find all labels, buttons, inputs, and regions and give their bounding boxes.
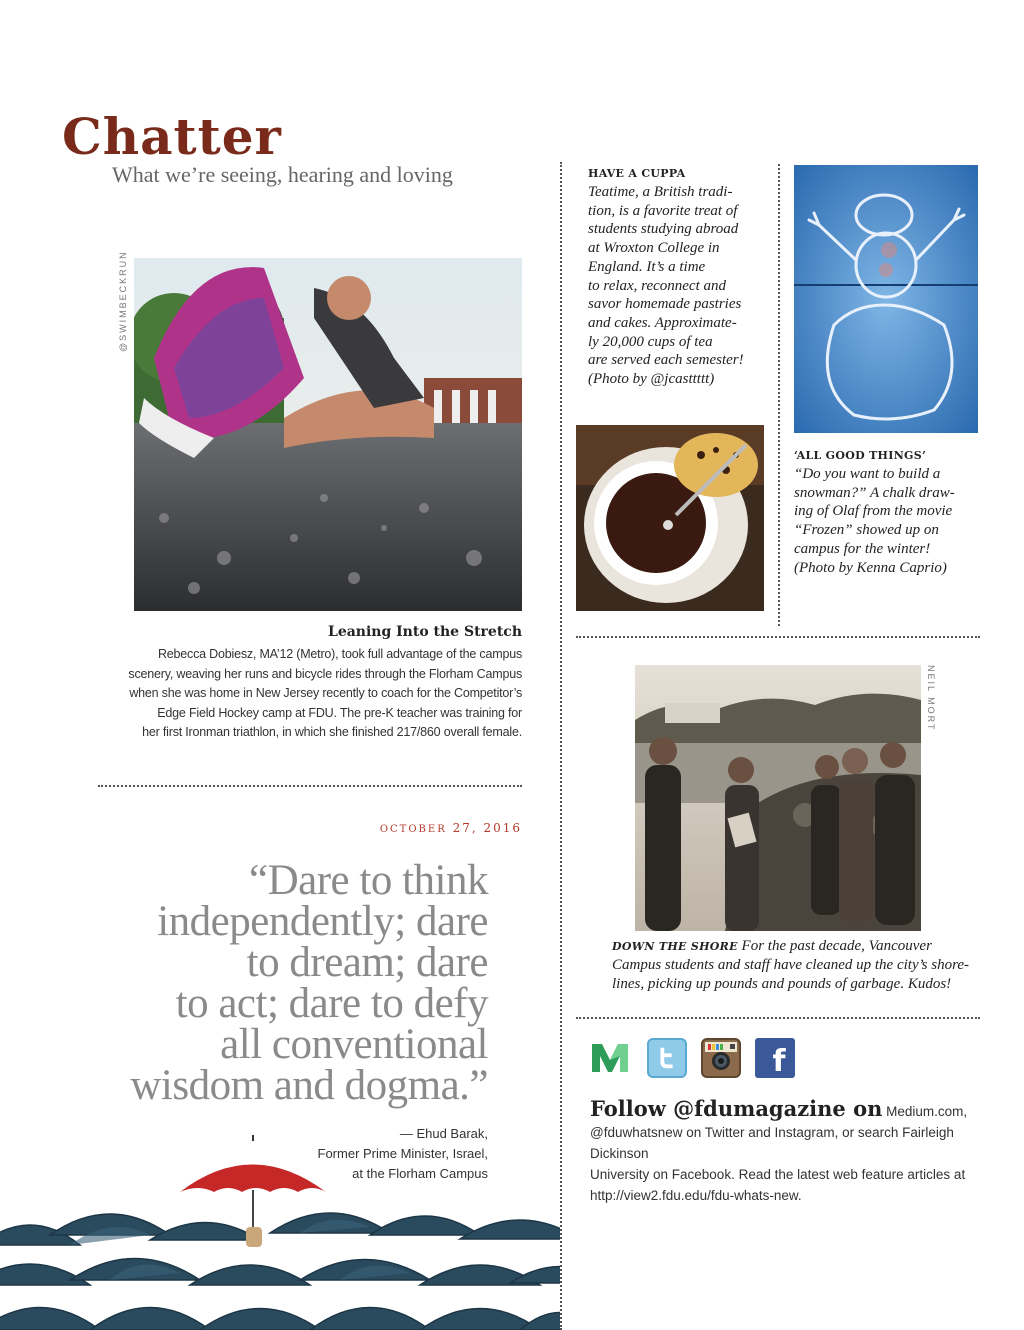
- follow-text-1: @fduwhatsnew on Twitter and Instagram, or search Fairleigh Dickinson: [590, 1125, 954, 1161]
- follow-text-0: Medium.com,: [882, 1104, 968, 1119]
- stretch-photo: [134, 258, 522, 611]
- quote-text: “Dare to think independently; dare to dream; dare to act; dare to defy all conventional wisdom and dogma.”: [130, 857, 488, 1109]
- section-divider-right-bottom: [576, 1017, 980, 1019]
- shore-line-2: Campus students and staff have cleaned up the city’s shore-: [612, 957, 970, 973]
- section-divider-left: [98, 785, 522, 787]
- column-divider: [560, 162, 562, 1330]
- twitter-icon[interactable]: [647, 1038, 687, 1078]
- snowman-photo: [794, 165, 978, 433]
- section-divider-right-top: [576, 636, 980, 638]
- tea-photo: [576, 425, 764, 611]
- good-things-heading: ‘ALL GOOD THINGS’: [794, 449, 927, 462]
- medium-icon[interactable]: [590, 1038, 630, 1078]
- shore-photo: [635, 665, 921, 931]
- quote-date: OCTOBER 27, 2016: [379, 821, 522, 835]
- cuppa-caption: Teatime, a British tradi- tion, is a favorite treat of students studying abroad at Wroxton College in England. It’s a time to relax, reconnect and savor homemade pastries and cakes. Approximate- ly 20,000 cups of tea are served each semester! (Photo by @jcasttttt): [588, 184, 744, 388]
- photo-credit-stretch: @SWIMBECKRUN: [118, 250, 128, 352]
- shore-heading: DOWN THE SHORE: [612, 940, 738, 953]
- umbrella-illustration: [0, 1135, 560, 1330]
- shore-line-1: For the past decade, Vancouver: [741, 938, 932, 954]
- facebook-icon[interactable]: [755, 1038, 795, 1078]
- facebook-glyph: f: [772, 1044, 786, 1079]
- follow-section: [590, 1096, 990, 1206]
- stretch-heading: Leaning Into the Stretch: [327, 624, 522, 640]
- sub-column-divider: [778, 164, 780, 626]
- page-subtitle: What we’re seeing, hearing and loving: [112, 162, 453, 187]
- follow-text-2: University on Facebook. Read the latest web feature articles at: [590, 1167, 966, 1182]
- page-title: Chatter: [62, 107, 282, 166]
- follow-heading: Follow @fdumagazine on: [590, 1096, 883, 1121]
- cuppa-heading: HAVE A CUPPA: [588, 167, 686, 180]
- shore-caption: [612, 937, 982, 994]
- photo-credit-shore: NEIL MORT: [926, 665, 936, 732]
- good-things-caption: “Do you want to build a snowman?” A chalk draw- ing of Olaf from the movie “Frozen” showed up on campus for the winter! (Photo by Kenna Caprio): [794, 466, 955, 576]
- shore-line-3: lines, picking up pounds and pounds of garbage. Kudos!: [612, 976, 952, 992]
- follow-link[interactable]: http://view2.fdu.edu/fdu-whats-new.: [590, 1188, 802, 1203]
- instagram-icon[interactable]: [701, 1038, 741, 1078]
- quote-attribution: — Ehud Barak, Former Prime Minister, Israel, at the Florham Campus: [317, 1126, 488, 1181]
- stretch-caption: Rebecca Dobiesz, MA’12 (Metro), took full advantage of the campus scenery, weaving her runs and bicycle rides through the Florham Campus when she was home in New Jersey recently to coach for the Competitor’s Edge Field Hockey camp at FDU. The pre-K teacher was training for her first Ironman triathlon, in which she finished 217/860 overall female.: [128, 647, 522, 739]
